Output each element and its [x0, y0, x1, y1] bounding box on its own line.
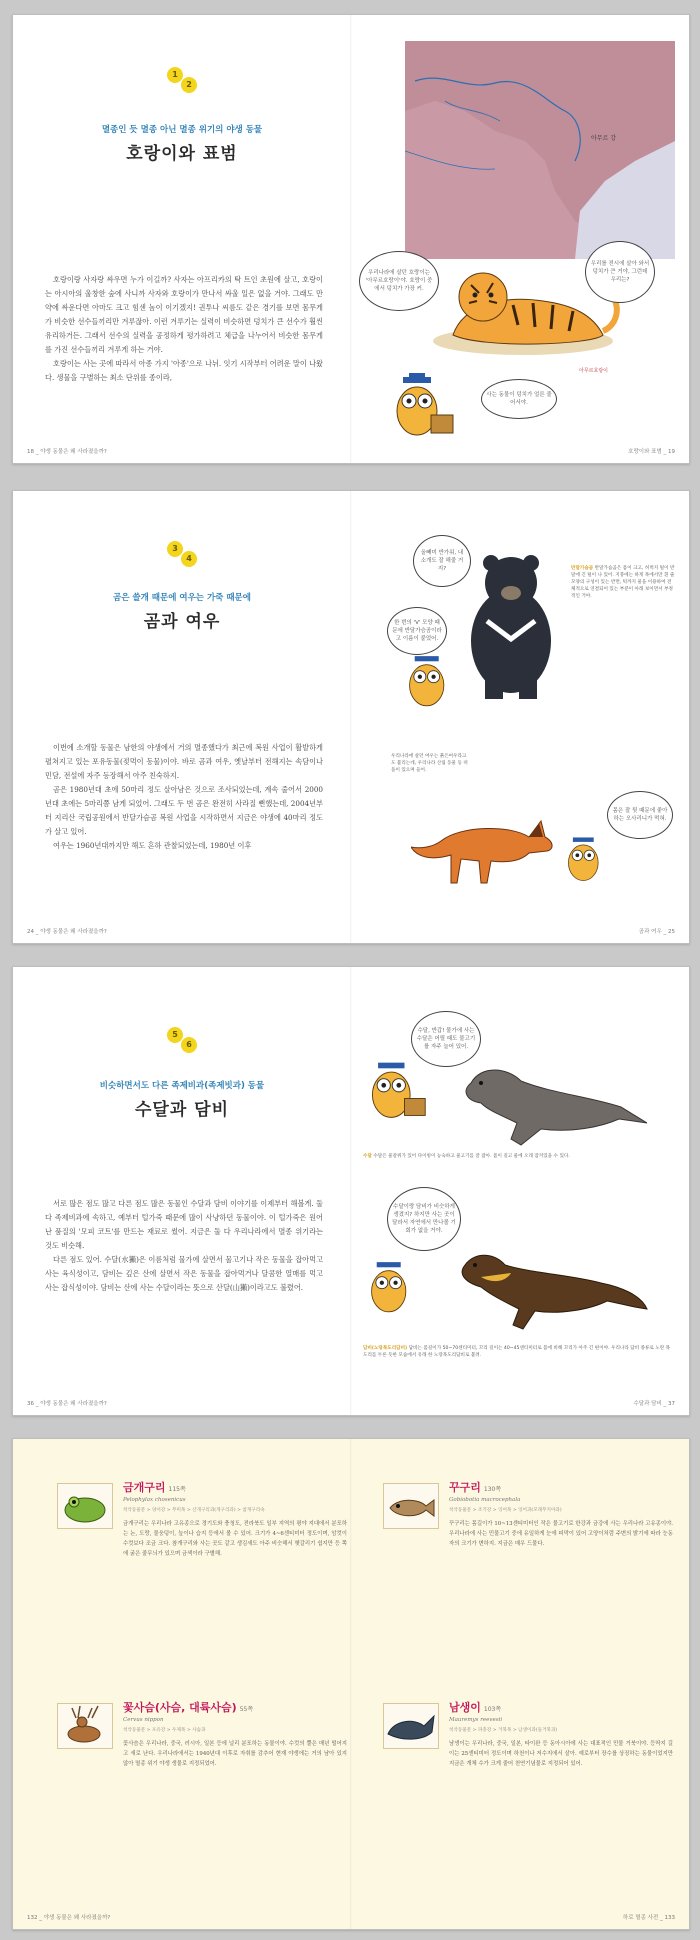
chapter-dot: 2 — [181, 77, 197, 93]
right-page — [351, 491, 689, 943]
paragraph: 호랑이랑 사자랑 싸우면 누가 이길까? 사자는 아프리카의 탁 트인 초원에 살고, 호랑이는 아시아의 울창한 숲에 사니까 사자와 호랑이가 만나서 싸울 일은 없을 거야. 그래도 만약에 싸운다면 아마도 크고 힘센 놈이 이기겠지! 권투나 씨름도 같은 경기를 보면 몸무게가 비슷한 선수들끼리만 겨루잖아. 이런 겨루기는 실력이 비슷하면 덩치가 큰 선수가 훨씬 유리하거든. 그래서 선수의 실력을 공정하게 평가하려고 체급을 나누어서 비슷한 몸무게를 가진 선수들끼리 겨루게 하는 거야. — [45, 275, 323, 354]
bear-caption-text: 반달가슴곰은 몸이 크고, 허벅지 털이 반 달에 긴 털이 나 있어. 지붕에는 하게 목에서만 흰 줄모양의 구성이 있는 반면, 턱까지 물을 이용하여 전체적으로 연결되어 있는 부분이 아래 보이면서 부정적인 거야. — [571, 566, 675, 599]
fox-illustration — [411, 791, 561, 891]
chapter-dot: 1 — [167, 67, 183, 83]
paragraph: 곰은 1980년대 초에 50마리 정도 살아남은 것으로 조사되었는데, 계속 줄어서 2000년대 초에는 5마리쯤 남게 되었어. 그래도 두 번 곰은 완전히 사라질 뻔했는데, 2004년부터 지리산 국립공원에서 반달가슴곰 복원 사업을 시작하면서 지금은 야생에 40마리 정도가 살고 있어. — [45, 785, 323, 836]
chapter-dot: 6 — [181, 1037, 197, 1053]
entry-kkuguri — [383, 1479, 673, 1679]
entry-name — [123, 1479, 186, 1495]
right-page — [351, 15, 689, 463]
page-footer: 36 _ 야생 동물은 왜 사라졌을까? — [27, 1401, 107, 1407]
paragraph: 여우는 1960년대까지만 해도 흔하 관찰되었는데, 1980년 이후 — [53, 841, 252, 850]
left-page — [13, 15, 351, 463]
map-label-amur-river: 아무르 강 — [591, 135, 617, 142]
chapter-title: 호랑이와 표범 — [126, 144, 238, 164]
chapter-subtitle: 곰은 쓸개 때문에 여우는 가죽 때문에 — [113, 593, 251, 603]
body-text — [45, 1197, 323, 1295]
page-footer: 132 _ 야생 동물은 왜 사라졌을까? — [27, 1915, 111, 1921]
marten-caption — [363, 1345, 673, 1359]
paragraph: 서로 많은 점도 많고 다른 점도 많은 동물인 수달과 담비 이야기를 이제부터 해볼게. 둘 다 족제비과에 속하고, 예부터 털가죽 때문에 많이 사냥하던 동물이야. 이 털가죽은 원어난 품질의 '모피 코트'를 만드는 재료로 썼어. 지금은 둘 다 우리나라에서 멸종 위기라는 것도 비슷해. — [45, 1199, 323, 1250]
entry-name-text: 꽃사슴(사슴, 대륙사슴) — [123, 1701, 237, 1714]
page-footer: 수달과 담비 _ 37 — [633, 1401, 675, 1407]
entry-name — [449, 1479, 501, 1495]
chapter-number-dots — [165, 1027, 199, 1057]
chapter-title: 곰과 여우 — [143, 612, 221, 632]
entry-page-ref: 55쪽 — [239, 1706, 254, 1713]
entry-name-text: 꾸구리 — [449, 1481, 481, 1494]
page-footer: 하로 멸종 사전 _ 133 — [622, 1915, 675, 1921]
spread-tiger-leopard — [12, 14, 690, 464]
entry-latin: Mauremys reevesii — [449, 1717, 503, 1723]
frog-thumbnail — [57, 1483, 113, 1529]
speech-bubble: 사는 동물이 덩치가 얼른 줄어서야. — [481, 379, 557, 419]
page-footer: 곰과 여우 _ 25 — [638, 929, 675, 935]
entry-page-ref: 130쪽 — [483, 1486, 502, 1493]
entry-page-ref: 103쪽 — [483, 1706, 502, 1713]
entry-reeves-turtle — [383, 1699, 673, 1899]
marten-caption-text: 담비는 몸길이가 50~70센티미터, 꼬리 길이는 40~45센티미터로 몸에 비해 꼬리가 아주 긴 편이야. 우리나라 담비 종류로 노란 목도리를 두른 듯한 모습에서 유래 한 노랑목도리담비로 불려. — [363, 1346, 671, 1358]
entry-name — [123, 1699, 253, 1715]
entry-latin: Pelophylax chosenicus — [123, 1497, 186, 1503]
entry-gold-frog — [57, 1479, 347, 1679]
speech-bubble: 우리를 전시에 살아 와서 덩치가 큰 거야, 그런데 우리는? — [585, 241, 655, 303]
bear-illustration — [451, 551, 571, 701]
right-page — [351, 967, 689, 1415]
speech-bubble: 우리나라에 살던 호랑이는 '아무르호랑이'야. 호랑이 중에서 덩치가 가장 커. — [359, 251, 439, 311]
page-footer: 18 _ 야생 동물은 왜 사라졌을까? — [27, 449, 107, 455]
otter-caption-title: 수달 — [363, 1154, 372, 1159]
otter-caption-text: 수달은 물갈퀴가 있어 다이빙이 능숙하고 물고기를 잘 잡아. 몸이 길고 물에 오래 잠겨있을 수 있다. — [373, 1154, 570, 1159]
speech-bubble: 한 번의 'V' 모양 때문에 반달가슴곰이라고 이름이 붙었어. — [387, 607, 447, 655]
deer-thumbnail — [57, 1703, 113, 1749]
page-footer: 24 _ 야생 동물은 왜 사라졌을까? — [27, 929, 107, 935]
chapter-number-dots — [165, 541, 199, 571]
spread-appendix — [12, 1438, 690, 1930]
spread-bear-fox — [12, 490, 690, 944]
entry-name — [449, 1699, 501, 1715]
bear-caption — [571, 565, 675, 600]
paragraph: 다른 점도 있어. 수달(水獺)은 이름처럼 물가에 살면서 물고기나 작은 동물을 잡아먹고 사는 육식성이고, 담비는 깊은 산에 살면서 작은 동물을 잡아먹거나 달콤한 열매를 먹고 사는 잡식성이야. 담비는 산에 사는 수달이라는 뜻으로 산달(山獺)이라고도 불렸어. — [45, 1255, 323, 1292]
chapter-number-dots — [165, 67, 199, 97]
entry-name-text: 남생이 — [449, 1701, 481, 1714]
speech-bubble: 수달, 반갑! 물가에 사는 수달은 어릴 때도 물고기를 자주 늘어 있어. — [411, 1011, 481, 1067]
owl-mascot — [363, 1257, 423, 1317]
owl-mascot — [363, 1057, 429, 1123]
otter-illustration — [451, 1053, 647, 1149]
body-text — [45, 741, 323, 853]
spread-otter-marten — [12, 966, 690, 1416]
entry-description: 꽃사슴은 우리나라, 중국, 러시아, 일본 등에 널리 분포하는 동물이야. 수컷의 뿔은 매년 떨어지고 새로 난다. 우리나라에서는 1940년대 이후로 자취를 감추어 현재 야생에는 거의 남아 있지 않아 멸종 위기 야생 생물로 지정되었어. — [123, 1741, 347, 1767]
entry-description: 금개구리는 우리나라 고유종으로 경기도와 충청도, 전라북도 일부 지역의 평야 지대에서 분포하는 논, 도랑, 물웅덩이, 늪이나 습지 등에서 볼 수 있어. 크기가 4~6센티미터 정도이며, 암컷이 수컷보다 조금 크다. 참개구리와 사는 곳도 같고 생김새도 아주 비슷해서 헷갈리기 쉽지만 등 쪽에 굵은 줄무늬가 있으며 금색이라 구별해. — [123, 1521, 347, 1557]
marten-caption-title: 담비(노랑목도리담비) — [363, 1346, 408, 1351]
entry-classification: 척삭동물문 > 파충강 > 거북목 > 남생이과(돌거북과) — [449, 1728, 558, 1733]
speech-bubble: 올빼미 반가워, 내 소개도 잘 해줄 거지? — [413, 535, 471, 587]
owl-mascot — [387, 371, 457, 441]
entry-latin: Gobiobotia macrocephala — [449, 1497, 521, 1503]
speech-bubble: 수달이랑 담비가 비슷하게 생겼지? 하지만 사는 곳이 달라서 자연에서 만나볼 기회가 없을 거야. — [387, 1187, 461, 1251]
paragraph: 호랑이는 사는 곳에 따라서 아종 가지 '아종'으로 나뉘. 잇기 시작부터 어려운 말이 나왔다. 생물을 구별하는 최소 단위를 종이라, — [45, 359, 323, 382]
paragraph: 이번에 소개할 동물은 남한의 야생에서 거의 멸종했다가 최근에 복원 사업이 활발하게 펼쳐지고 있는 포유동물(젖먹이 동물)이야. 바로 곰과 여우, 옛날부터 전해지는 속담이나 민담, 전설에 자주 등장해서 아주 친숙하지. — [45, 743, 323, 780]
entry-description: 꾸구리는 몸길이가 10~13센티미터인 작은 물고기로 한강과 금강에 사는 우리나라 고유종이야. 우리나라에 사는 민물고기 중에 유일하게 눈에 피막이 있어 고양이처럼 주변의 밝기에 따라 눈동자의 크기가 변하지. 지금은 매우 드물다. — [449, 1521, 673, 1547]
bear-caption-title: 반달가슴곰 — [571, 566, 594, 571]
entry-classification: 척삭동물문 > 양서강 > 무미목 > 산개구리과(개구리과) > 참개구리속 — [123, 1508, 265, 1513]
speech-bubble: 몸은 잘 뒷 때문에 좋아하는 오사리니가 먹혀. — [607, 791, 673, 839]
fish-thumbnail — [383, 1483, 439, 1529]
chapter-dot: 4 — [181, 551, 197, 567]
fox-caption: 우리나라에 살던 여우는 붉은여우라고도 불리는데, 우리나라 산림 동물 등 떠돌이 있으며 들어. — [391, 754, 468, 773]
entry-latin: Cervus nippon — [123, 1717, 164, 1723]
entry-classification: 척삭동물문 > 포유강 > 우제목 > 사슴과 — [123, 1728, 206, 1733]
owl-mascot — [401, 651, 461, 711]
page-footer: 호랑이와 표범 _ 19 — [628, 449, 675, 455]
chapter-subtitle: 비슷하면서도 다른 족제비과(족제빗과) 동물 — [99, 1081, 265, 1091]
chapter-subtitle: 멸종인 듯 멸종 아닌 멸종 위기의 야생 동물 — [101, 125, 263, 135]
left-page — [13, 491, 351, 943]
owl-mascot — [561, 831, 613, 887]
body-text — [45, 273, 323, 385]
entry-sika-deer — [57, 1699, 347, 1899]
otter-caption — [363, 1153, 673, 1160]
chapter-dot: 3 — [167, 541, 183, 557]
amur-map-illustration — [405, 41, 675, 259]
marten-illustration — [451, 1237, 651, 1333]
chapter-dot: 5 — [167, 1027, 183, 1043]
entry-description: 남생이는 우리나라, 중국, 일본, 타이완 등 동아시아에 사는 대표적인 민물 거북이야. 등딱지 길이는 25센티미터 정도이며 하천이나 저수지에서 살아. 예로부터 장수를 상징하는 동물이었지만 지금은 개체 수가 크게 줄어 천연기념물로 지정되어 있어. — [449, 1741, 673, 1767]
left-page — [13, 967, 351, 1415]
entry-classification: 척삭동물문 > 조기강 > 잉어목 > 잉어과(모래무지아과) — [449, 1508, 562, 1513]
entry-name-text: 금개구리 — [123, 1481, 166, 1494]
whale-thumbnail — [383, 1703, 439, 1749]
tiger-tag: 아무르호랑이 — [579, 368, 608, 374]
chapter-title: 수달과 담비 — [134, 1100, 230, 1120]
entry-page-ref: 115쪽 — [168, 1486, 186, 1493]
